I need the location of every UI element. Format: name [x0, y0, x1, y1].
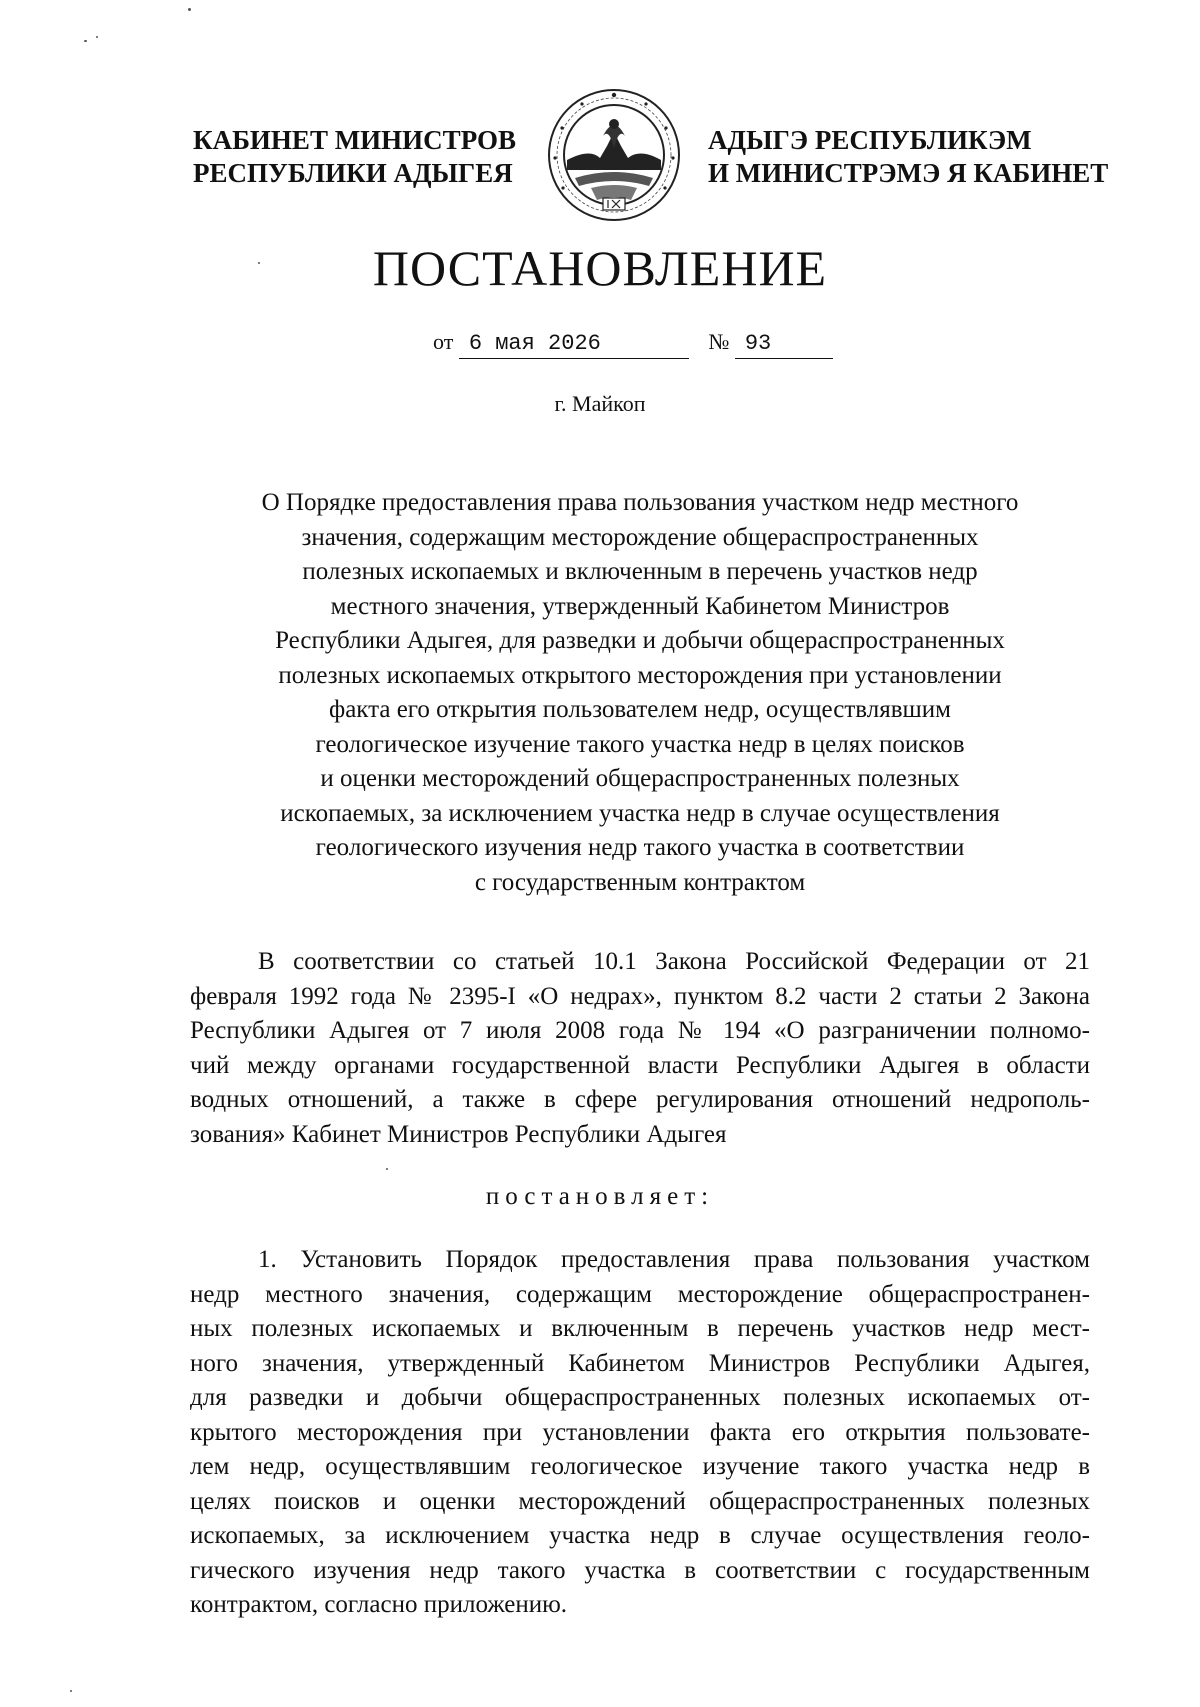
issuer-name-line: РЕСПУБЛИКИ АДЫГЕЯ: [193, 158, 513, 188]
preamble-line: чий между органами государственной власти Республики Адыгея в области: [190, 1051, 1090, 1079]
scan-speck: [70, 1690, 72, 1692]
clause-line: для разведки и добычи общераспространенных полезных ископаемых от-: [190, 1384, 1090, 1411]
preamble-line: зования» Кабинет Министров Республики Адыгея: [190, 1120, 727, 1148]
preamble-line: В соответствии со статьей 10.1 Закона Российской Федерации от 21: [258, 948, 1090, 975]
issue-city: г. Майкоп: [554, 391, 646, 416]
title-line: местного значения, утвержденный Кабинетом Министров: [330, 592, 950, 620]
issuer-name-line: КАБИНЕТ МИНИСТРОВ: [193, 125, 517, 155]
title-line: значения, содержащим месторождение общераспространенных: [301, 523, 979, 551]
document-date: 6 мая 2026: [459, 330, 689, 359]
title-line: ископаемых, за исключением участка недр в случае осуществления: [280, 799, 1000, 827]
title-line: геологическое изучение такого участка недр в целях поисков: [315, 730, 965, 758]
title-line: с государственным контрактом: [474, 868, 806, 896]
title-line: и оценки месторождений общераспространенных полезных: [320, 765, 960, 792]
scan-speck: [96, 36, 98, 38]
clause-line: ных полезных ископаемых и включенным в перечень участков недр мест-: [190, 1315, 1090, 1342]
number-label: №: [708, 329, 730, 354]
scan-speck: [258, 262, 260, 264]
issuer-name-russian: [193, 124, 516, 190]
scan-speck: [386, 1168, 388, 1170]
title-line: О Порядке предоставления права пользования участком недр местного: [261, 489, 1019, 516]
clause-line: ископаемых, за исключением участка недр в случае осуществления геоло-: [190, 1522, 1090, 1549]
document-number: 93: [735, 330, 833, 359]
scan-speck: [84, 40, 87, 42]
republic-emblem-icon: [545, 88, 683, 222]
document-type-heading: ПОСТАНОВЛЕНИЕ: [372, 240, 828, 296]
issuer-name-line: И МИНИСТРЭМЭ Я КАБИНЕТ: [708, 158, 1109, 188]
date-number-line: [433, 328, 833, 359]
clause-line: целях поисков и оценки месторождений общераспространенных полезных: [190, 1487, 1090, 1515]
date-label: от: [433, 329, 454, 354]
clause-line: крытого месторождения при установлении факта его открытия пользовате-: [190, 1418, 1090, 1446]
preamble-paragraph: [190, 945, 1090, 1152]
clause-line: ного значения, утвержденный Кабинетом Министров Республики Адыгея,: [190, 1349, 1090, 1377]
issuer-name-line: АДЫГЭ РЕСПУБЛИКЭМ: [708, 125, 1032, 155]
preamble-line: февраля 1992 года № 2395-I «О недрах», пунктом 8.2 части 2 статьи 2 Закона: [190, 982, 1090, 1010]
clause-line: лем недр, осуществлявшим геологическое изучение такого участка недр в: [190, 1453, 1090, 1480]
clause-line: недр местного значения, содержащим месторождение общераспространен-: [190, 1280, 1090, 1308]
clause-line: 1. Установить Порядок предоставления права пользования участком: [258, 1246, 1090, 1273]
title-line: геологического изучения недр такого участка в соответствии: [315, 834, 965, 861]
preamble-line: водных отношений, а также в сфере регулирования отношений недрополь-: [190, 1086, 1090, 1113]
title-line: факта его открытия пользователем недр, осуществлявшим: [329, 696, 951, 723]
title-line: полезных ископаемых открытого месторождения при установлении: [278, 661, 1002, 689]
scan-speck: [188, 8, 191, 11]
letterhead: [0, 88, 1200, 218]
clause-line: гического изучения недр такого участка в соответствии с государственным: [190, 1556, 1090, 1584]
clause-1-paragraph: [190, 1243, 1090, 1623]
preamble-line: Республики Адыгея от 7 июля 2008 года № 194 «О разграничении полномо-: [190, 1017, 1090, 1044]
issuer-name-adyghe: [708, 124, 1108, 190]
document-title: [205, 486, 1075, 900]
resolves-word: постановляет:: [485, 1183, 715, 1210]
title-line: Республики Адыгея, для разведки и добычи общераспространенных: [275, 627, 1005, 654]
clause-line: контрактом, согласно приложению.: [190, 1591, 568, 1618]
title-line: полезных ископаемых и включенным в перечень участков недр: [302, 558, 978, 585]
